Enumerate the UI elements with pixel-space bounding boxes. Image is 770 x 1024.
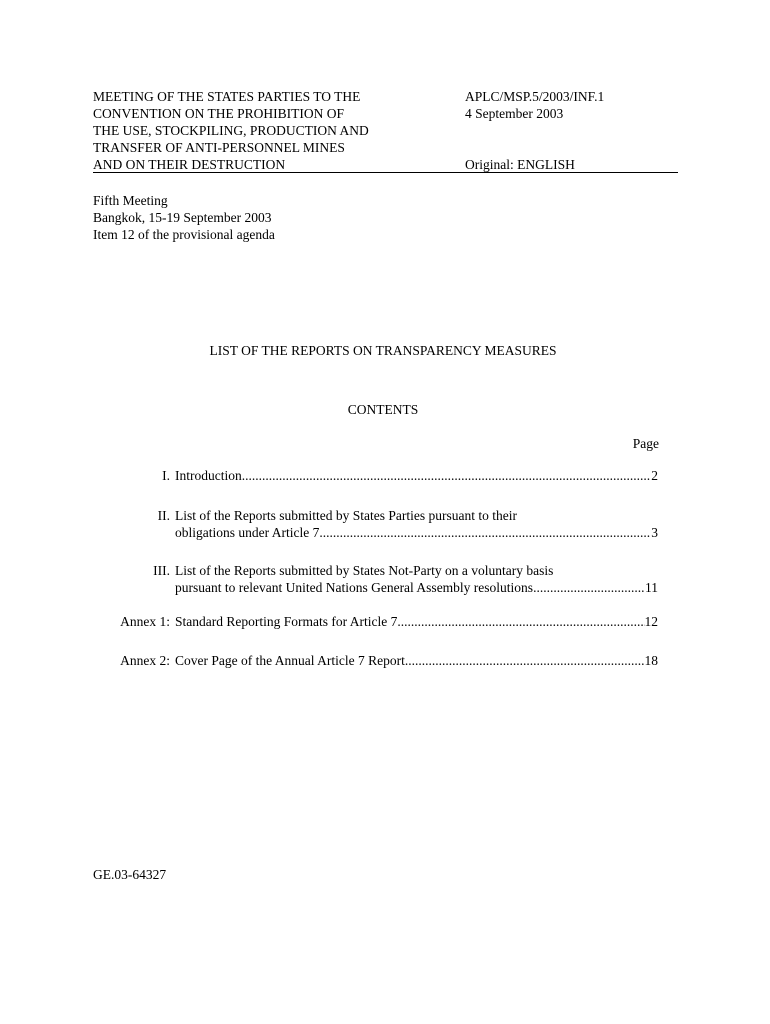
dot-leader: [242, 467, 652, 484]
toc-page-number: 18: [644, 653, 658, 668]
contents-heading: CONTENTS: [347, 402, 419, 417]
document-meta: [465, 88, 680, 173]
toc-page-number: 3: [651, 525, 658, 540]
toc-label-continued: obligations under Article 7: [175, 525, 320, 540]
header-line: THE USE, STOCKPILING, PRODUCTION AND: [93, 123, 369, 138]
toc-number: Annex 1:: [120, 614, 170, 629]
dot-leader: [319, 524, 651, 541]
toc-number: III.: [153, 563, 170, 578]
header-line: AND ON THEIR DESTRUCTION: [93, 157, 286, 172]
original-language: Original: ENGLISH: [465, 157, 575, 172]
toc-label: Standard Reporting Formats for Article 7: [175, 614, 398, 629]
page-column-label: Page: [632, 436, 659, 451]
toc-label-continued: pursuant to relevant United Nations General Assembly resolutions: [175, 580, 534, 595]
meeting-header-title: [93, 88, 453, 173]
dot-leader: [405, 652, 645, 669]
header-divider: [93, 172, 678, 173]
meeting-info: [93, 192, 493, 243]
toc-page-number: 12: [644, 614, 658, 629]
agenda-item: Item 12 of the provisional agenda: [93, 227, 275, 242]
document-title: LIST OF THE REPORTS ON TRANSPARENCY MEASURES: [209, 343, 557, 358]
dot-leader: [397, 613, 644, 630]
dot-leader: [533, 579, 645, 596]
toc-page-number: 2: [651, 468, 658, 483]
document-symbol: APLC/MSP.5/2003/INF.1: [465, 89, 605, 104]
document-date: 4 September 2003: [465, 106, 564, 121]
toc-label: Cover Page of the Annual Article 7 Report: [175, 653, 405, 668]
header-line: TRANSFER OF ANTI-PERSONNEL MINES: [93, 140, 345, 155]
header-line: CONVENTION ON THE PROHIBITION OF: [93, 106, 344, 121]
meeting-name: Fifth Meeting: [93, 193, 168, 208]
toc-page-number: 11: [645, 580, 658, 595]
header-line: MEETING OF THE STATES PARTIES TO THE: [93, 89, 361, 104]
toc-number: Annex 2:: [120, 653, 170, 668]
meeting-place-dates: Bangkok, 15-19 September 2003: [93, 210, 272, 225]
toc-number: I.: [162, 468, 170, 483]
toc-number: II.: [157, 508, 170, 523]
toc-label: List of the Reports submitted by States Not-Party on a voluntary basis: [175, 563, 554, 578]
document-job-number: GE.03-64327: [93, 867, 167, 882]
toc-label: List of the Reports submitted by States Parties pursuant to their: [175, 508, 517, 523]
toc-label: Introduction: [175, 468, 242, 483]
